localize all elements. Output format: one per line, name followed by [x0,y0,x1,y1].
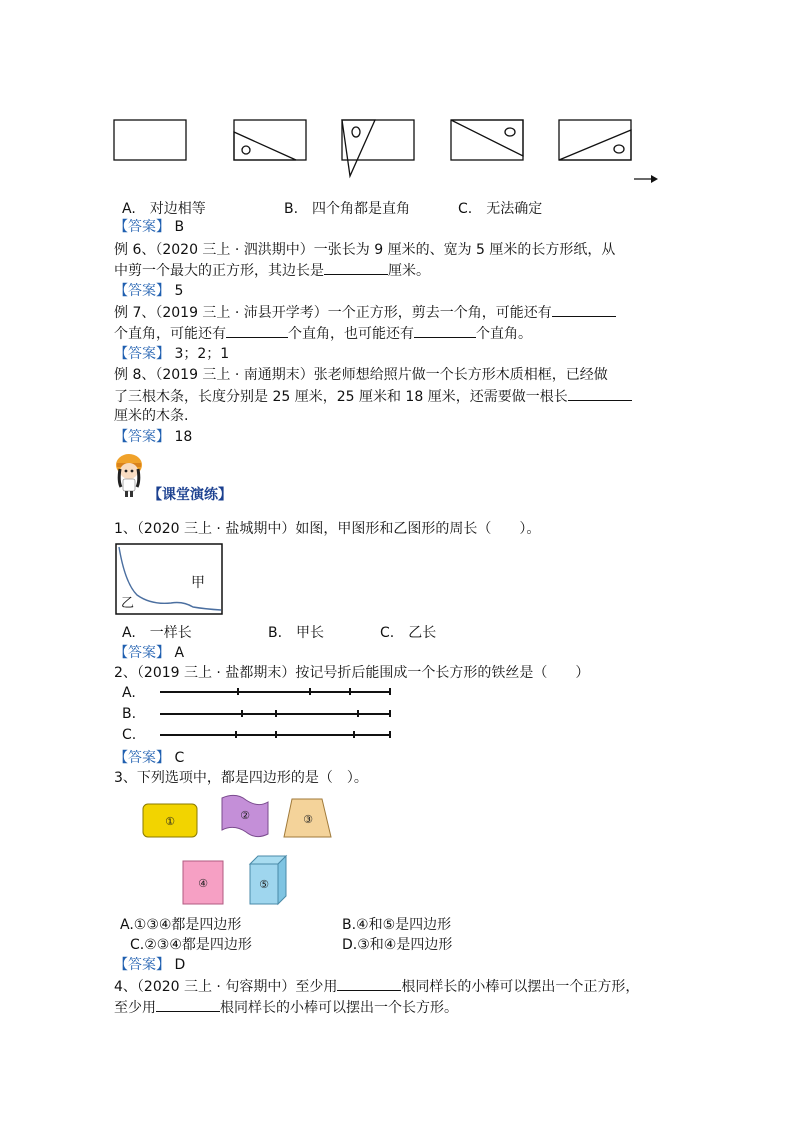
wire-options [158,686,394,742]
q4-line2: 至少用 根同样长的小棒可以摆出一个长方形。 [114,997,458,1018]
q1-option-c: C. 乙长 [380,625,437,641]
answer-blank[interactable] [337,976,401,991]
option-c: C. 无法确定 [458,201,543,217]
svg-text:③: ③ [303,813,313,826]
ex7-line2: 个直角，可能还有 个直角，也可能还有 个直角。 [114,323,532,344]
ex7-line1: 例 7、（2019 三上 · 沛县开学考）一个正方形，剪去一个角，可能还有 [114,302,616,323]
label-jia: 甲 [191,575,205,591]
answer-blank[interactable] [552,302,616,317]
ex6-line1: 例 6、（2020 三上 · 泗洪期中）一张长为 9 厘米的、宽为 5 厘米的长方形纸，从 [114,242,616,258]
svg-text:④: ④ [198,877,208,890]
option-b: B. 四个角都是直角 [284,201,411,217]
svg-text:⑤: ⑤ [259,878,269,891]
ex8-line1: 例 8、（2019 三上 · 南通期末）张老师想给照片做一个长方形木质相框，已经做 [114,367,608,383]
set-square-figures [110,114,670,186]
q1-option-b: B. 甲长 [268,625,325,641]
q1-figure [115,543,225,617]
answer-blank[interactable] [226,323,288,338]
q1-option-a: A. 一样长 [122,625,192,641]
svg-text:①: ① [165,815,175,828]
label-yi: 乙 [121,596,135,611]
q3-text: 3、下列选项中，都是四边形的是（ ）。 [114,770,368,786]
q3-option-c: C.②③④都是四边形 [130,937,252,953]
answer-q3: 【答案】 D [114,957,186,973]
rectangle-with-triangle-c [342,120,414,160]
answer-ex6: 【答案】 5 [114,283,184,299]
answer-blank[interactable] [156,997,220,1012]
rectangle-with-triangle-e [559,120,631,160]
q4-line1: 4、（2020 三上 · 句容期中）至少用 根同样长的小棒可以摆出一个正方形， [114,976,639,997]
answer-ex7: 【答案】 3；2；1 [114,346,230,362]
ex8-line3: 厘米的木条. [114,408,189,424]
q2-label-a: A. [122,685,136,701]
q2-label-c: C. [122,727,137,743]
shape-5-cube-side [278,856,286,904]
q3-shapes [140,794,340,908]
girl-mascot-icon [112,451,146,499]
q3-option-a: A.①③④都是四边形 [120,917,242,933]
ex8-line2: 了三根木条，长度分别是 25 厘米，25 厘米和 18 厘米，还需要做一根长 [114,386,632,407]
answer-blank[interactable] [324,260,388,275]
q1-text: 1、（2020 三上 · 盐城期中）如图，甲图形和乙图形的周长（ ）。 [114,521,541,537]
q3-option-d: D.③和④是四边形 [342,937,453,953]
section-title: 【课堂演练】 [148,487,232,503]
q2-label-b: B. [122,706,137,722]
plain-rectangle [114,120,186,160]
q3-option-b: B.④和⑤是四边形 [342,917,452,933]
answer-ex8: 【答案】 18 [114,429,193,445]
ex6-line2: 中剪一个最大的正方形，其边长是 厘米。 [114,260,430,281]
answer-q1: 【答案】 A [114,645,185,661]
answer-ex5: 【答案】 B [114,219,185,235]
svg-text:②: ② [240,809,250,822]
answer-q2: 【答案】 C [114,750,185,766]
q2-text: 2、（2019 三上 · 盐都期末）按记号折后能围成一个长方形的铁丝是（ ） [114,665,590,681]
option-a: A. 对边相等 [122,201,206,217]
answer-blank[interactable] [414,323,476,338]
answer-blank[interactable] [568,386,632,401]
